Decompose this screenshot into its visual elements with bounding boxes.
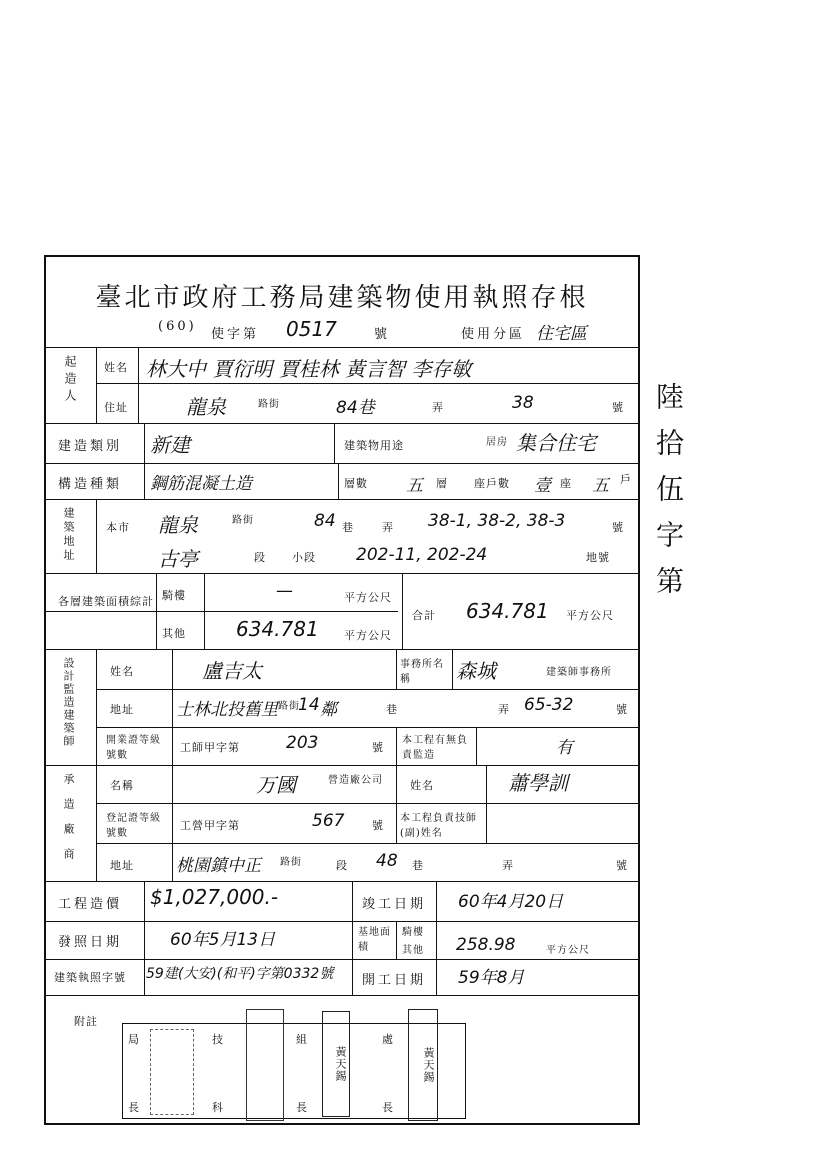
households-unit: 戶 bbox=[620, 473, 632, 486]
seal-stamp-3 bbox=[246, 1009, 284, 1121]
stamp-label-4: 科 bbox=[212, 1101, 224, 1114]
year: (60) bbox=[158, 319, 197, 334]
contractor-name-label: 名稱 bbox=[110, 779, 134, 792]
builder-road: 龍泉 bbox=[186, 395, 226, 419]
contractor-no-unit: 號 bbox=[616, 859, 628, 872]
side-text: 陸拾伍字第 bbox=[652, 382, 685, 612]
designer-label: 設計監造建築師 bbox=[62, 657, 75, 748]
arcade-label: 騎樓 bbox=[162, 589, 186, 602]
site-alley-unit: 弄 bbox=[382, 521, 394, 534]
form-title: 臺北市政府工務局建築物使用執照存根 bbox=[95, 283, 589, 313]
stamp-label-5: 組 bbox=[296, 1033, 308, 1046]
other-unit: 平方公尺 bbox=[344, 629, 392, 642]
builder-no-unit: 號 bbox=[612, 401, 624, 414]
other-label: 其他 bbox=[162, 627, 186, 640]
site-city: 本市 bbox=[106, 521, 130, 534]
designer-name: 盧吉太 bbox=[202, 659, 262, 683]
base-label: 基地面積 bbox=[358, 927, 391, 953]
stamp-label-8: 長 bbox=[382, 1101, 394, 1114]
use-no-label: 使字第 bbox=[211, 327, 260, 342]
completion-value: 60年4月20日 bbox=[458, 892, 564, 912]
contractor-addr-label: 地址 bbox=[110, 859, 134, 872]
contractor-road-unit: 路街 bbox=[280, 857, 302, 868]
supervise-value: 有 bbox=[556, 738, 573, 758]
office-label: 事務所名稱 bbox=[400, 659, 444, 685]
site-road: 龍泉 bbox=[158, 513, 198, 537]
site-no-unit: 號 bbox=[612, 521, 624, 534]
engineer-label: 本工程負責技師(副)姓名 bbox=[400, 813, 477, 839]
use-unit: 居房 bbox=[486, 437, 508, 448]
structure-label: 構造種類 bbox=[58, 477, 123, 492]
total-unit: 平方公尺 bbox=[566, 609, 614, 622]
site-subsection-unit: 小段 bbox=[292, 551, 316, 564]
total-value: 634.781 bbox=[466, 599, 549, 623]
designer-addr-label: 地址 bbox=[110, 703, 134, 716]
site-lane-no: 84 bbox=[314, 511, 336, 531]
category-value: 新建 bbox=[150, 433, 190, 457]
category-label: 建造類別 bbox=[58, 439, 123, 454]
base-value: 258.98 bbox=[456, 935, 516, 955]
site-section-unit: 段 bbox=[254, 551, 266, 564]
site-road-unit: 路街 bbox=[232, 515, 254, 526]
designer-addr-street: 士林北投舊里 bbox=[176, 700, 278, 720]
site-section: 古亭 bbox=[158, 547, 198, 571]
designer-addr-no2: 65-32 bbox=[524, 695, 574, 715]
contractor-type: 營造廠公司 bbox=[328, 775, 383, 786]
structure-value: 鋼筋混凝土造 bbox=[150, 474, 252, 494]
designer-alley-unit: 弄 bbox=[498, 703, 510, 716]
designer-lane-unit: 巷 bbox=[386, 703, 398, 716]
site-label: 建築地址 bbox=[62, 507, 75, 563]
cost-value: $1,027,000.- bbox=[150, 885, 279, 909]
floors-value: 五 bbox=[406, 476, 423, 496]
builder-name-label: 姓名 bbox=[104, 361, 128, 374]
base-other-label: 其他 bbox=[402, 945, 424, 956]
contractor-label: 承造廠商 bbox=[62, 773, 75, 873]
license-suffix: 號 bbox=[372, 741, 384, 754]
designer-addr-unit1: 鄰 bbox=[320, 700, 337, 720]
completion-label: 竣工日期 bbox=[362, 897, 427, 912]
contractor-alley-unit: 弄 bbox=[502, 859, 514, 872]
reg-label: 登記證等級號數 bbox=[106, 813, 161, 839]
builder-road-unit: 路街 bbox=[258, 399, 280, 410]
license-no: 203 bbox=[286, 733, 319, 753]
contractor-lane: 48 bbox=[376, 851, 398, 871]
issue-value: 60年5月13日 bbox=[170, 930, 276, 950]
site-lane-unit: 巷 bbox=[342, 521, 354, 534]
office-name: 森城 bbox=[456, 659, 496, 683]
area-label: 各層建築面積綜計 bbox=[58, 595, 154, 608]
other-value: 634.781 bbox=[236, 617, 319, 641]
base-unit: 平方公尺 bbox=[546, 945, 590, 956]
license-label: 開業證等級號數 bbox=[106, 735, 161, 761]
units-label: 座戶數 bbox=[474, 477, 510, 490]
total-label: 合計 bbox=[412, 609, 436, 622]
stamp-label-1: 局 bbox=[128, 1033, 140, 1046]
zone-label: 使用分區 bbox=[461, 327, 526, 342]
stamp-label-2: 長 bbox=[128, 1101, 140, 1114]
permit-form bbox=[44, 255, 640, 1125]
designer-street-unit: 路街 bbox=[278, 701, 300, 712]
arcade-unit: 平方公尺 bbox=[344, 591, 392, 604]
permit-value: 59建(大安)(和平)字第0332號 bbox=[146, 966, 334, 982]
use-value: 集合住宅 bbox=[516, 431, 596, 455]
stamp-label-7: 處 bbox=[382, 1033, 394, 1046]
units-unit: 座 bbox=[560, 477, 572, 490]
designer-name-label: 姓名 bbox=[110, 665, 134, 678]
units-value: 壹 bbox=[534, 476, 551, 496]
builder-lane: 84巷 bbox=[336, 398, 375, 418]
designer-addr-no1: 14 bbox=[298, 695, 320, 715]
households-value: 五 bbox=[592, 476, 609, 496]
site-numbers: 38-1, 38-2, 38-3 bbox=[428, 511, 566, 531]
contractor-addr-road: 桃園鎮中正 bbox=[176, 856, 261, 876]
builder-section-label: 起造人 bbox=[63, 355, 77, 406]
seal-stamp-4 bbox=[150, 1029, 194, 1115]
contractor-person-label: 姓名 bbox=[410, 779, 434, 792]
no-suffix: 號 bbox=[374, 327, 391, 342]
use-no: 0517 bbox=[286, 317, 337, 341]
builder-no: 38 bbox=[512, 393, 534, 413]
builder-addr-label: 住址 bbox=[104, 401, 128, 414]
remarks-label-1: 附註 bbox=[74, 1015, 98, 1028]
base-arcade-label: 騎樓 bbox=[402, 927, 424, 938]
reg-class: 工營甲字第 bbox=[180, 819, 240, 832]
issue-label: 發照日期 bbox=[58, 935, 123, 950]
seal-stamp-1: 黃天錫 bbox=[322, 1011, 350, 1117]
arcade-value: — bbox=[276, 581, 293, 601]
cost-label: 工程造價 bbox=[58, 897, 123, 912]
floors-unit: 層 bbox=[436, 477, 448, 490]
contractor-lane-unit: 巷 bbox=[412, 859, 424, 872]
use-label: 建築物用途 bbox=[344, 439, 404, 452]
permit-label: 建築執照字號 bbox=[54, 971, 126, 984]
supervise-label: 本工程有無負責監造 bbox=[402, 735, 468, 761]
stamp-label-3: 技 bbox=[212, 1033, 224, 1046]
builder-names: 林大中 賈衍明 賈桂林 黃言智 李存敏 bbox=[146, 357, 472, 381]
license-class: 工師甲字第 bbox=[180, 741, 240, 754]
office-suffix: 建築師事務所 bbox=[546, 667, 612, 678]
contractor-name: 万國 bbox=[256, 773, 296, 797]
designer-no-unit: 號 bbox=[616, 703, 628, 716]
reg-suffix: 號 bbox=[372, 819, 384, 832]
site-lot-unit: 地號 bbox=[586, 551, 610, 564]
reg-no: 567 bbox=[312, 811, 345, 831]
builder-alley-unit: 弄 bbox=[432, 401, 444, 414]
contractor-person: 蕭學訓 bbox=[508, 771, 568, 795]
start-value: 59年8月 bbox=[458, 968, 525, 988]
site-lots: 202-11, 202-24 bbox=[356, 545, 488, 565]
seal-stamp-2: 黃天錫 bbox=[408, 1009, 438, 1121]
floors-label: 層數 bbox=[344, 477, 368, 490]
zone-value: 住宅區 bbox=[536, 324, 587, 344]
stamp-label-6: 長 bbox=[296, 1101, 308, 1114]
contractor-section-unit: 段 bbox=[336, 859, 348, 872]
start-label: 開工日期 bbox=[362, 973, 427, 988]
